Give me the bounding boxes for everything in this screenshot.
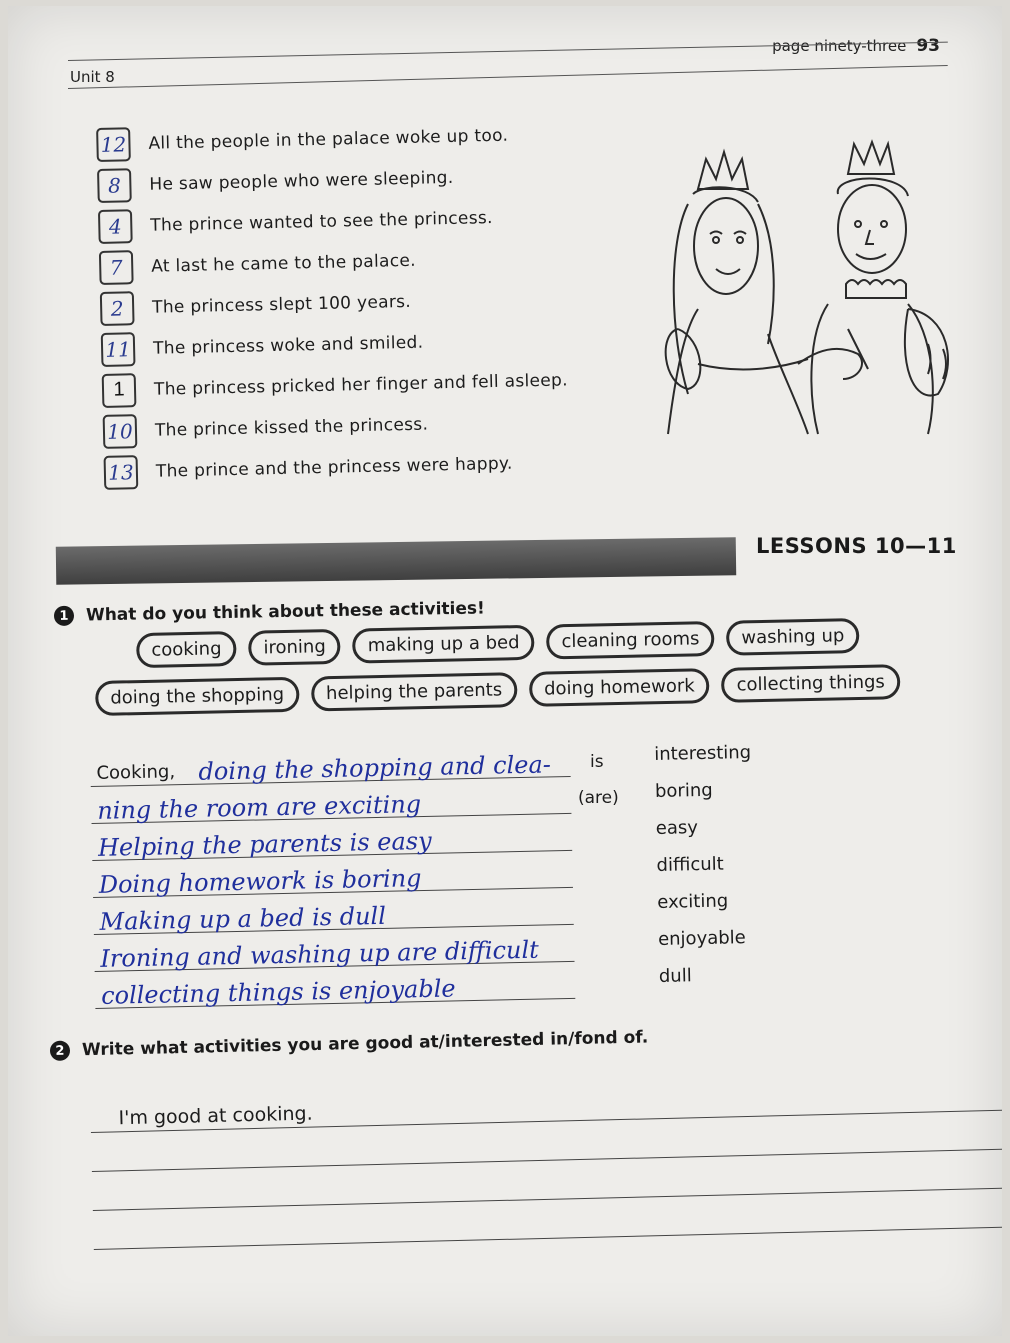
activity-row-1 (136, 616, 975, 669)
handwritten-answer: ning the room are exciting (96, 790, 422, 825)
handwritten-answer: doing the shopping and clea- (198, 750, 552, 786)
activity-pill: making up a bed (352, 625, 534, 664)
order-number-box[interactable]: 10 (103, 414, 138, 449)
activity-pill: washing up (726, 618, 860, 656)
answer-lines (90, 740, 575, 1009)
adjective-option: enjoyable (657, 927, 746, 950)
adjective-option: easy (655, 817, 699, 839)
activity-pill: cleaning rooms (546, 621, 715, 660)
story-sentence: The prince kissed the princess. (154, 414, 429, 441)
unit-label: Unit 8 (70, 68, 115, 86)
page-word: page ninety-three (772, 37, 907, 55)
handwritten-answer: Making up a bed is dull (99, 901, 387, 936)
workbook-page (8, 6, 1002, 1336)
activity-pill: ironing (248, 629, 341, 666)
adjective-option: dull (658, 965, 692, 987)
handwritten-answer: collecting things is enjoyable (100, 974, 456, 1010)
verb-is: is (590, 752, 604, 772)
adjective-option: boring (654, 779, 713, 802)
activity-pill: cooking (136, 631, 237, 668)
page-header (68, 32, 948, 92)
page-number: 93 (916, 36, 940, 56)
activity-options (94, 616, 976, 728)
prince-princess-illustration (658, 134, 968, 444)
story-ordering-list (96, 112, 624, 493)
activity-row-2 (95, 663, 976, 716)
handwritten-answer: Doing homework is boring (98, 864, 422, 899)
adjective-option: exciting (657, 890, 729, 913)
order-number-box[interactable]: 2 (100, 291, 135, 326)
lessons-title: LESSONS 10—11 (756, 534, 957, 558)
answer-start-word: Cooking, (96, 761, 176, 784)
order-number-box[interactable]: 1 (102, 373, 137, 408)
writing-lines (90, 1072, 1002, 1250)
activity-pill: helping the parents (311, 672, 518, 711)
adjective-option: interesting (654, 741, 752, 765)
handwritten-answer: Helping the parents is easy (97, 826, 432, 862)
order-number-box[interactable]: 13 (104, 455, 139, 490)
page-number-line (772, 36, 940, 56)
order-number-box[interactable]: 12 (96, 127, 131, 162)
story-sentence: The prince wanted to see the princess. (150, 207, 493, 236)
order-number-box[interactable]: 7 (99, 250, 134, 285)
order-number-box[interactable]: 4 (98, 209, 133, 244)
order-number-box[interactable]: 11 (101, 332, 136, 367)
handwritten-answer: Ironing and washing up are difficult (100, 935, 540, 973)
question-2 (50, 1027, 649, 1061)
story-sentence: The princess slept 100 years. (151, 291, 412, 318)
story-sentence: The princess pricked her finger and fell asleep. (153, 369, 569, 400)
order-number-box[interactable]: 8 (97, 168, 132, 203)
question-1-text: What do you think about these activities! (85, 598, 485, 626)
question-2-number: 2 (50, 1041, 70, 1061)
story-sentence: He saw people who were sleeping. (149, 167, 454, 195)
activity-pill: doing homework (529, 668, 710, 707)
adjective-option: difficult (656, 853, 724, 876)
story-sentence: The prince and the princess were happy. (155, 453, 513, 482)
question-1 (54, 598, 485, 626)
story-sentence: The princess woke and smiled. (152, 332, 424, 359)
verb-are: (are) (578, 788, 619, 808)
section-banner-bar (56, 537, 736, 584)
adjective-list (654, 742, 756, 1003)
question-1-number: 1 (54, 606, 74, 626)
header-rule-bottom (68, 65, 948, 89)
example-answer: I'm good at cooking. (118, 1102, 313, 1130)
activity-pill: doing the shopping (95, 677, 299, 716)
activity-pill: collecting things (721, 664, 900, 703)
story-sentence: All the people in the palace woke up too. (148, 125, 509, 154)
question-2-text: Write what activities you are good at/interested in/fond of. (81, 1027, 649, 1061)
story-sentence: At last he came to the palace. (151, 250, 417, 277)
